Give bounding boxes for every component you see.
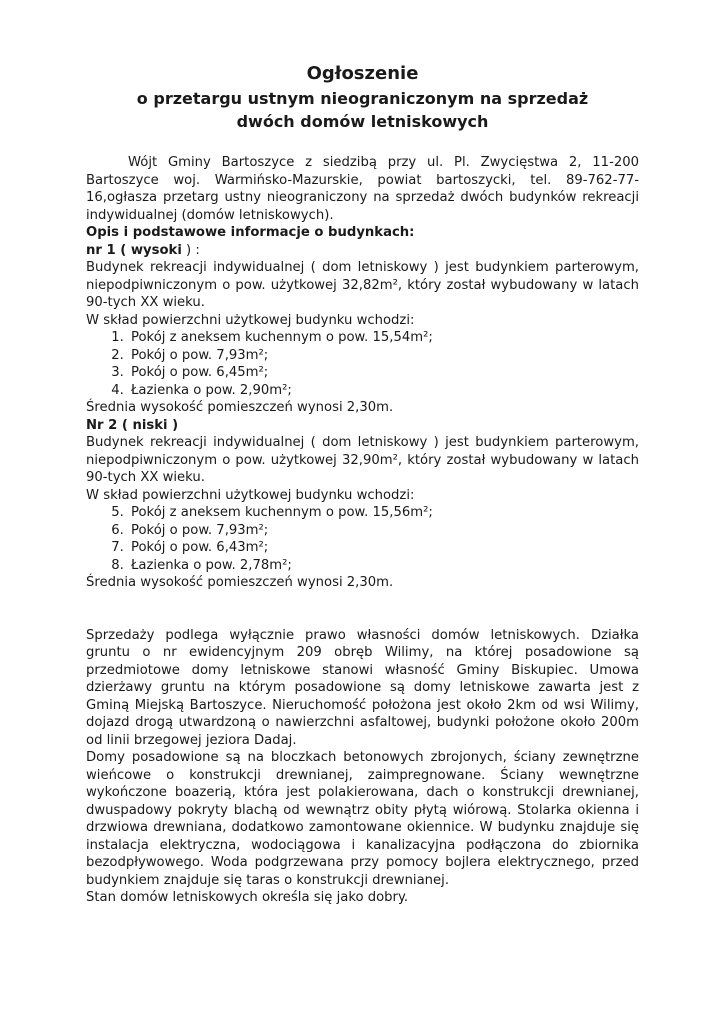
house-1-height: Średnia wysokość pomieszczeń wynosi 2,30m.: [86, 400, 394, 415]
house-1-description: Budynek rekreacji indywidualnej ( dom letniskowy ) jest budynkiem parterowym, niepodpiwniczonym o pow. użytkowej 32,82m², który został wybudowany w latach 90-tych XX wieku.: [86, 260, 639, 310]
document-page: [86, 62, 639, 907]
house-1-heading-rest: ) :: [181, 242, 200, 258]
house-2-rooms-intro: W skład powierzchni użytkowej budynku wchodzi:: [86, 487, 415, 503]
section-heading: Opis i podstawowe informacje o budynkach:: [86, 225, 415, 240]
document-title: Ogłoszenie: [306, 63, 419, 84]
house-1-rooms-intro: W skład powierzchni użytkowej budynku wchodzi:: [86, 312, 415, 328]
spacer: [86, 592, 639, 627]
house-2-height: Średnia wysokość pomieszczeń wynosi 2,30m.: [86, 575, 394, 590]
list-item: 1. Pokój z aneksem kuchennym o pow. 15,54m²;: [128, 329, 639, 347]
house-2-rooms-list: [86, 504, 639, 574]
list-item: 7. Pokój o pow. 6,43m²;: [128, 539, 639, 557]
house-1-rooms-list: [86, 329, 639, 399]
list-item: 6. Pokój o pow. 7,93m²;: [128, 522, 639, 540]
list-item: 8. Łazienka o pow. 2,78m²;: [128, 557, 639, 575]
intro-paragraph: Wójt Gminy Bartoszyce z siedzibą przy ul. Pl. Zwycięstwa 2, 11-200 Bartoszyce woj. Warmińsko-Mazurskie, powiat bartoszycki, tel. 89-762-77-16,ogłasza przetarg ustny nieograniczony na sprzedaż dwóch budynków rekreacji indywidualnej (domów letniskowych).: [86, 155, 639, 223]
list-item: 4. Łazienka o pow. 2,90m²;: [128, 382, 639, 400]
document-subtitle-line-1: o przetargu ustnym nieograniczonym na sprzedaż: [136, 89, 589, 108]
list-item: 2. Pokój o pow. 7,93m²;: [128, 347, 639, 365]
construction-paragraph: Domy posadowione są na bloczkach betonowych zbrojonych, ściany zewnętrzne wieńcowe o konstrukcji drewnianej, zaimpregnowane. Ściany wewnętrzne wykończone boazerią, która jest polakierowana, dach o konstrukcji drewnianej, dwuspadowy pokryty blachą od wewnątrz obity płytą wiórową. Stolarka okienna i drzwiowa drewniana, dodatkowo zamontowane okiennice. W budynku znajduje się instalacja elektryczna, wodociągowa i kanalizacyjna podłączona do zbiornika bezodpływowego. Woda podgrzewana przy pomocy bojlera elektrycznego, przed budynkiem znajduje się taras o konstrukcji drewnianej.: [86, 750, 639, 888]
document-body: [86, 154, 639, 907]
house-2-heading: Nr 2 ( niski ): [86, 417, 179, 433]
condition-paragraph: Stan domów letniskowych określa się jako dobry.: [86, 890, 409, 905]
list-item: 3. Pokój o pow. 6,45m²;: [128, 364, 639, 382]
house-1-heading: [86, 242, 639, 260]
house-2-description: Budynek rekreacji indywidualnej ( dom letniskowy ) jest budynkiem parterowym, niepodpiwniczonym o pow. użytkowej 32,90m², który został wybudowany w latach 90-tych XX wieku.: [86, 435, 639, 485]
list-item: 5. Pokój z aneksem kuchennym o pow. 15,56m²;: [128, 504, 639, 522]
sale-paragraph: Sprzedaży podlega wyłącznie prawo własności domów letniskowych. Działka gruntu o nr ewidencyjnym 209 obręb Wilimy, na której posadowione są przedmiotowe domy letniskowe stanowi własność Gminy Biskupiec. Umowa dzierżawy gruntu na którym posadowione są domy letniskowe zawarta jest z Gminą Miejską Bartoszyce. Nieruchomość położona jest około 2km od wsi Wilimy, dojazd drogą utwardzoną o nawierzchni asfaltowej, budynki położone około 200m od linii brzegowej jeziora Dadaj.: [86, 627, 639, 748]
house-1-heading-bold: nr 1 ( wysoki: [86, 242, 182, 258]
document-subtitle-line-2: dwóch domów letniskowych: [236, 112, 489, 131]
